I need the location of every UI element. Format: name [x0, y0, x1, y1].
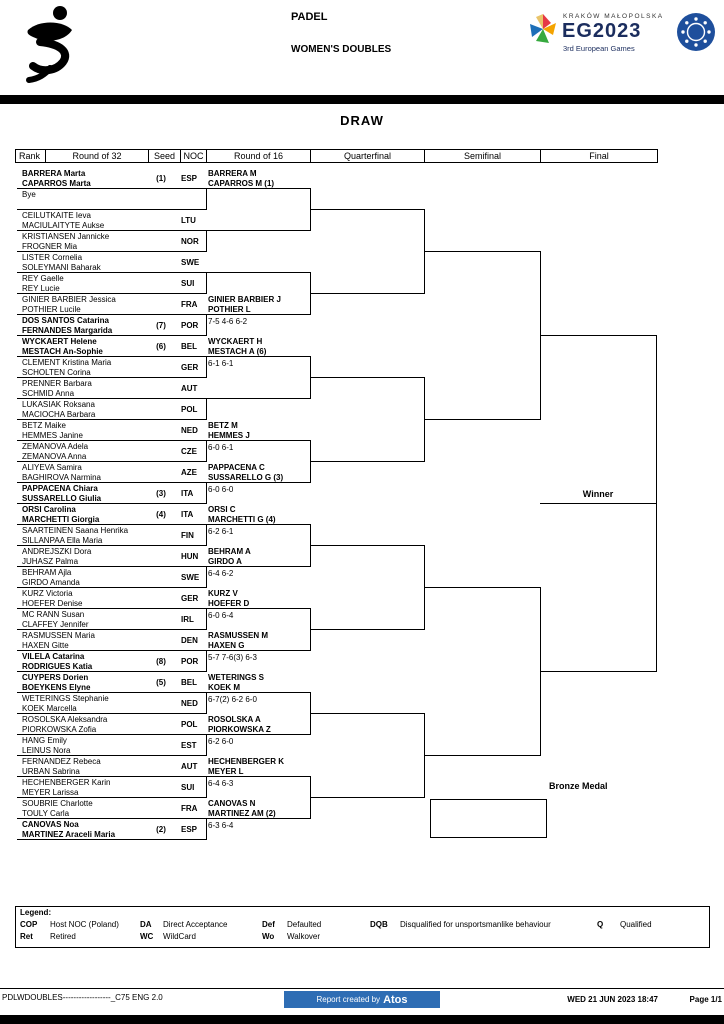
- column-header: Semifinal: [424, 149, 541, 163]
- r16-winner-name: SUSSARELLO G (3): [208, 473, 284, 482]
- r16-match-score: 6-7(2) 6-2 6-0: [208, 695, 257, 704]
- r16-winner-name: RASMUSSEN M: [208, 631, 269, 640]
- legend-abbr: Ret: [20, 932, 33, 941]
- r16-match-score: 6-2 6-0: [208, 737, 234, 746]
- r32-team-name: SCHMID Anna: [22, 389, 75, 398]
- legend-term: Walkover: [287, 932, 321, 941]
- r32-team-name: CUYPERS Dorien: [22, 673, 89, 682]
- winner-line: [540, 503, 656, 504]
- r32-noc: ITA: [181, 510, 194, 519]
- r16-match-score: 6-2 6-1: [208, 527, 234, 536]
- legend-box: [15, 906, 710, 948]
- r32-team-name: ORSI Carolina: [22, 505, 76, 514]
- legend-abbr: Def: [262, 920, 275, 929]
- bronze-medal-label: Bronze Medal: [549, 781, 608, 791]
- r32-team-name: PAPPACENA Chiara: [22, 484, 98, 493]
- r32-noc: DEN: [181, 636, 198, 645]
- r16-winner-name: KURZ V: [208, 589, 238, 598]
- r16-winner-name: GINIER BARBIER J: [208, 295, 281, 304]
- r32-match-connector: [206, 608, 207, 630]
- r32-noc: POR: [181, 321, 199, 330]
- r32-noc: AUT: [181, 384, 198, 393]
- r32-team-name: HOEFER Denise: [22, 599, 83, 608]
- r32-team-name: URBAN Sabrina: [22, 767, 80, 776]
- r32-team-name: GINIER BARBIER Jessica: [22, 295, 116, 304]
- r16-winner-name: ORSI C: [208, 505, 236, 514]
- r16-winner-name: POTHIER L: [208, 305, 251, 314]
- r32-team-name: RASMUSSEN Maria: [22, 631, 95, 640]
- r32-team-name: SOUBRIE Charlotte: [22, 799, 93, 808]
- r16-match-score: 5-7 7-6(3) 6-3: [208, 653, 257, 662]
- r32-noc: AZE: [181, 468, 197, 477]
- r32-noc: BEL: [181, 678, 197, 687]
- r16-match-score: 6-4 6-3: [208, 779, 234, 788]
- r32-team-name: WETERINGS Stephanie: [22, 694, 109, 703]
- r32-match-connector: [206, 440, 207, 462]
- r16-match-score: 6-1 6-1: [208, 359, 234, 368]
- r16-winner-name: HAXEN G: [208, 641, 245, 650]
- r32-team-name: DOS SANTOS Catarina: [22, 316, 109, 325]
- r32-team-name: CLAFFEY Jennifer: [22, 620, 89, 629]
- column-header: Round of 32: [45, 149, 149, 163]
- r32-noc: NOR: [181, 237, 199, 246]
- final-line: [540, 671, 656, 672]
- r32-team-name: KURZ Victoria: [22, 589, 73, 598]
- r32-team-name: SAARTEINEN Saana Henrika: [22, 526, 129, 535]
- r32-noc: ESP: [181, 825, 198, 834]
- r32-match-connector: [206, 818, 207, 840]
- r32-team-name: RODRIGUES Katia: [22, 662, 93, 671]
- final-match-connector: [656, 335, 657, 672]
- r32-team-name: ROSOLSKA Aleksandra: [22, 715, 108, 724]
- r32-team-name: SILLANPAA Ella Maria: [22, 536, 103, 545]
- r16-winner-name: MARCHETTI G (4): [208, 515, 276, 524]
- r32-noc: NED: [181, 699, 198, 708]
- r16-match-score: 6-4 6-2: [208, 569, 234, 578]
- r16-winner-name: BETZ M: [208, 421, 238, 430]
- r16-match-score: 6-3 6-4: [208, 821, 234, 830]
- r16-winner-name: HECHENBERGER K: [208, 757, 285, 766]
- sf-line: [424, 587, 540, 588]
- qf-line: [310, 209, 424, 210]
- footer-page-number: Page 1/1: [689, 995, 722, 1004]
- legend-term: Disqualified for unsportsmanlike behaviour: [400, 920, 551, 929]
- legend-term: Direct Acceptance: [163, 920, 228, 929]
- legend-abbr: Q: [597, 920, 604, 929]
- r16-line: [206, 230, 310, 231]
- r32-noc: ITA: [181, 489, 194, 498]
- r16-winner-name: CANOVAS N: [208, 799, 256, 808]
- column-header: Round of 16: [206, 149, 311, 163]
- r32-seed: (8): [156, 657, 166, 666]
- r16-match-score: 7-5 4-6 6-2: [208, 317, 248, 326]
- r32-noc: SUI: [181, 783, 195, 792]
- r16-winner-name: BARRERA M: [208, 169, 257, 178]
- event-title: WOMEN'S DOUBLES: [291, 44, 392, 55]
- legend-term: Defaulted: [287, 920, 322, 929]
- r16-match-score: 6-0 6-1: [208, 443, 234, 452]
- r32-team-name: MACIULAITYTE Aukse: [22, 221, 105, 230]
- r16-winner-name: GIRDO A: [208, 557, 242, 566]
- r32-team-name: REY Gaelle: [22, 274, 64, 283]
- r32-team-name: SOLEYMANI Baharak: [22, 263, 101, 272]
- r32-team-name: BEHRAM Ajla: [22, 568, 72, 577]
- r32-seed: (3): [156, 489, 166, 498]
- brand-location-line: KRAKÓW MAŁOPOLSKA: [563, 13, 664, 20]
- qf-line: [310, 629, 424, 630]
- r16-winner-name: WETERINGS S: [208, 673, 265, 682]
- r32-team-name: Bye: [22, 190, 36, 199]
- r32-seed: (7): [156, 321, 166, 330]
- r16-winner-name: HOEFER D: [208, 599, 250, 608]
- r32-team-name: TOULY Carla: [22, 809, 70, 818]
- r32-noc: FRA: [181, 300, 198, 309]
- r32-noc: SUI: [181, 279, 195, 288]
- r32-match-connector: [206, 776, 207, 798]
- r16-winner-name: HEMMES J: [208, 431, 250, 440]
- r32-seed: (2): [156, 825, 166, 834]
- legend-term: WildCard: [163, 932, 196, 941]
- r32-team-name: ANDREJSZKI Dora: [22, 547, 92, 556]
- winner-label: Winner: [582, 489, 614, 499]
- r32-team-name: ZEMANOVA Adela: [22, 442, 89, 451]
- r32-team-name: BOEYKENS Elyne: [22, 683, 91, 692]
- r16-winner-name: WYCKAERT H: [208, 337, 263, 346]
- r32-noc: SWE: [181, 258, 200, 267]
- r32-team-name: HEMMES Janine: [22, 431, 83, 440]
- r32-team-name: ZEMANOVA Anna: [22, 452, 87, 461]
- r32-team-name: MESTACH An-Sophie: [22, 347, 103, 356]
- r32-team-name: MEYER Larissa: [22, 788, 79, 797]
- r32-noc: SWE: [181, 573, 200, 582]
- r16-winner-name: PAPPACENA C: [208, 463, 265, 472]
- footer-divider: [0, 988, 724, 989]
- column-header: Quarterfinal: [310, 149, 425, 163]
- r32-team-name: VILELA Catarina: [22, 652, 85, 661]
- r32-team-name: KRISTIANSEN Jannicke: [22, 232, 110, 241]
- r32-noc: AUT: [181, 762, 198, 771]
- r32-team-name: HANG Emily: [22, 736, 67, 745]
- r32-team-name: REY Lucie: [22, 284, 60, 293]
- r32-team-name: HECHENBERGER Karin: [22, 778, 111, 787]
- r32-team-name: FERNANDEZ Rebeca: [22, 757, 101, 766]
- legend-abbr: Wo: [262, 932, 275, 941]
- r32-team-name: HAXEN Gitte: [22, 641, 69, 650]
- bronze-medal-box: [430, 799, 547, 838]
- r32-match-connector: [206, 566, 207, 588]
- legend-abbr: COP: [20, 920, 38, 929]
- r32-noc: GER: [181, 363, 199, 372]
- r16-winner-name: BEHRAM A: [208, 547, 251, 556]
- report-created-bar: [284, 991, 440, 1008]
- column-header: Final: [540, 149, 658, 163]
- column-header: Rank: [15, 149, 46, 163]
- r32-team-name: CLEMENT Kristina Maria: [22, 358, 112, 367]
- r32-team-name: MACIOCHA Barbara: [22, 410, 96, 419]
- r32-noc: POR: [181, 657, 199, 666]
- r32-team-name: SCHOLTEN Corina: [22, 368, 91, 377]
- qf-line: [310, 377, 424, 378]
- r32-match-connector: [206, 188, 207, 210]
- r32-noc: EST: [181, 741, 197, 750]
- draw-title: DRAW: [340, 113, 384, 128]
- r16-winner-name: CAPARROS M (1): [208, 179, 275, 188]
- r16-winner-name: MESTACH A (6): [208, 347, 267, 356]
- qf-line: [310, 545, 424, 546]
- r32-match-connector: [206, 524, 207, 546]
- r32-team-name: LEINUS Nora: [22, 746, 71, 755]
- r32-team-name: CANOVAS Noa: [22, 820, 79, 829]
- qf-line: [310, 713, 424, 714]
- r32-team-name: MARTINEZ Araceli Maria: [22, 830, 116, 839]
- legend-term: Qualified: [620, 920, 652, 929]
- r32-noc: NED: [181, 426, 198, 435]
- r32-match-connector: [206, 272, 207, 294]
- r32-team-name: CEILUTKAITE Ieva: [22, 211, 91, 220]
- r16-winner-name: PIORKOWSKA Z: [208, 725, 271, 734]
- legend-abbr: DA: [140, 920, 152, 929]
- r32-seed: (4): [156, 510, 166, 519]
- r32-team-name: KOEK Marcella: [22, 704, 77, 713]
- r32-seed: (1): [156, 174, 166, 183]
- r16-winner-name: MEYER L: [208, 767, 244, 776]
- r32-match-connector: [206, 734, 207, 756]
- atos-logo: Atos: [383, 993, 408, 1006]
- r16-winner-name: ROSOLSKA A: [208, 715, 261, 724]
- legend-title: Legend:: [20, 908, 52, 917]
- sf-line: [424, 251, 540, 252]
- r32-team-name: BAGHIROVA Narmina: [22, 473, 101, 482]
- r16-line: [206, 272, 310, 273]
- r32-team-name: POTHIER Lucile: [22, 305, 81, 314]
- r32-team-name: JUHASZ Palma: [22, 557, 79, 566]
- r32-noc: GER: [181, 594, 199, 603]
- qf-line: [310, 293, 424, 294]
- r32-team-name: PRENNER Barbara: [22, 379, 92, 388]
- column-header: Seed: [148, 149, 181, 163]
- r32-noc: LTU: [181, 216, 196, 225]
- legend-abbr: WC: [140, 932, 154, 941]
- r32-team-line: [17, 209, 206, 210]
- r16-winner-name: KOEK M: [208, 683, 240, 692]
- r32-match-connector: [206, 482, 207, 504]
- r32-team-name: BARRERA Marta: [22, 169, 86, 178]
- report-label: Report created by: [316, 995, 381, 1004]
- qf-line: [310, 797, 424, 798]
- r16-winner-name: MARTINEZ AM (2): [208, 809, 276, 818]
- r32-team-name: ALIYEVA Samira: [22, 463, 82, 472]
- sf-line: [424, 419, 540, 420]
- r16-line: [206, 398, 310, 399]
- r32-noc: POL: [181, 720, 198, 729]
- r32-seed: (5): [156, 678, 166, 687]
- r32-team-name: FERNANDES Margarida: [22, 326, 113, 335]
- r32-team-name: GIRDO Amanda: [22, 578, 80, 587]
- qf-line: [310, 461, 424, 462]
- r32-noc: FRA: [181, 804, 198, 813]
- r32-seed: (6): [156, 342, 166, 351]
- r16-match-score: 6-0 6-0: [208, 485, 234, 494]
- r32-match-connector: [206, 314, 207, 336]
- final-line: [540, 335, 656, 336]
- r32-match-connector: [206, 692, 207, 714]
- r32-noc: ESP: [181, 174, 198, 183]
- r32-team-name: FROGNER Mia: [22, 242, 78, 251]
- legend-abbr: DQB: [370, 920, 388, 929]
- sport-title: PADEL: [291, 11, 328, 23]
- brand-eg2023: EG2023: [562, 20, 642, 42]
- r32-team-name: WYCKAERT Helene: [22, 337, 97, 346]
- r32-noc: HUN: [181, 552, 199, 561]
- r32-match-connector: [206, 398, 207, 420]
- legend-term: Host NOC (Poland): [50, 920, 119, 929]
- footer-bar: [0, 1015, 724, 1024]
- r32-match-connector: [206, 230, 207, 252]
- r32-match-connector: [206, 356, 207, 378]
- footer-datetime: WED 21 JUN 2023 18:47: [567, 995, 658, 1004]
- column-header: NOC: [180, 149, 207, 163]
- sf-line: [424, 755, 540, 756]
- r32-team-name: LISTER Cornelia: [22, 253, 83, 262]
- legend-term: Retired: [50, 932, 76, 941]
- r32-team-name: PIORKOWSKA Zofia: [22, 725, 97, 734]
- footer-doc-code: PDLWDOUBLES------------------_C75 ENG 2.0: [2, 993, 163, 1002]
- r32-team-name: SUSSARELLO Giulia: [22, 494, 102, 503]
- r32-team-name: LUKASIAK Roksana: [22, 400, 95, 409]
- r32-noc: BEL: [181, 342, 197, 351]
- brand-games-line: 3rd European Games: [563, 44, 635, 53]
- r32-noc: IRL: [181, 615, 194, 624]
- r32-team-name: MC RANN Susan: [22, 610, 85, 619]
- r32-team-name: CAPARROS Marta: [22, 179, 91, 188]
- r32-match-connector: [206, 650, 207, 672]
- r32-noc: CZE: [181, 447, 197, 456]
- r16-match-score: 6-0 6-4: [208, 611, 234, 620]
- r32-noc: POL: [181, 405, 198, 414]
- r32-team-name: MARCHETTI Giorgia: [22, 515, 100, 524]
- r32-team-name: BETZ Maike: [22, 421, 67, 430]
- r32-noc: FIN: [181, 531, 194, 540]
